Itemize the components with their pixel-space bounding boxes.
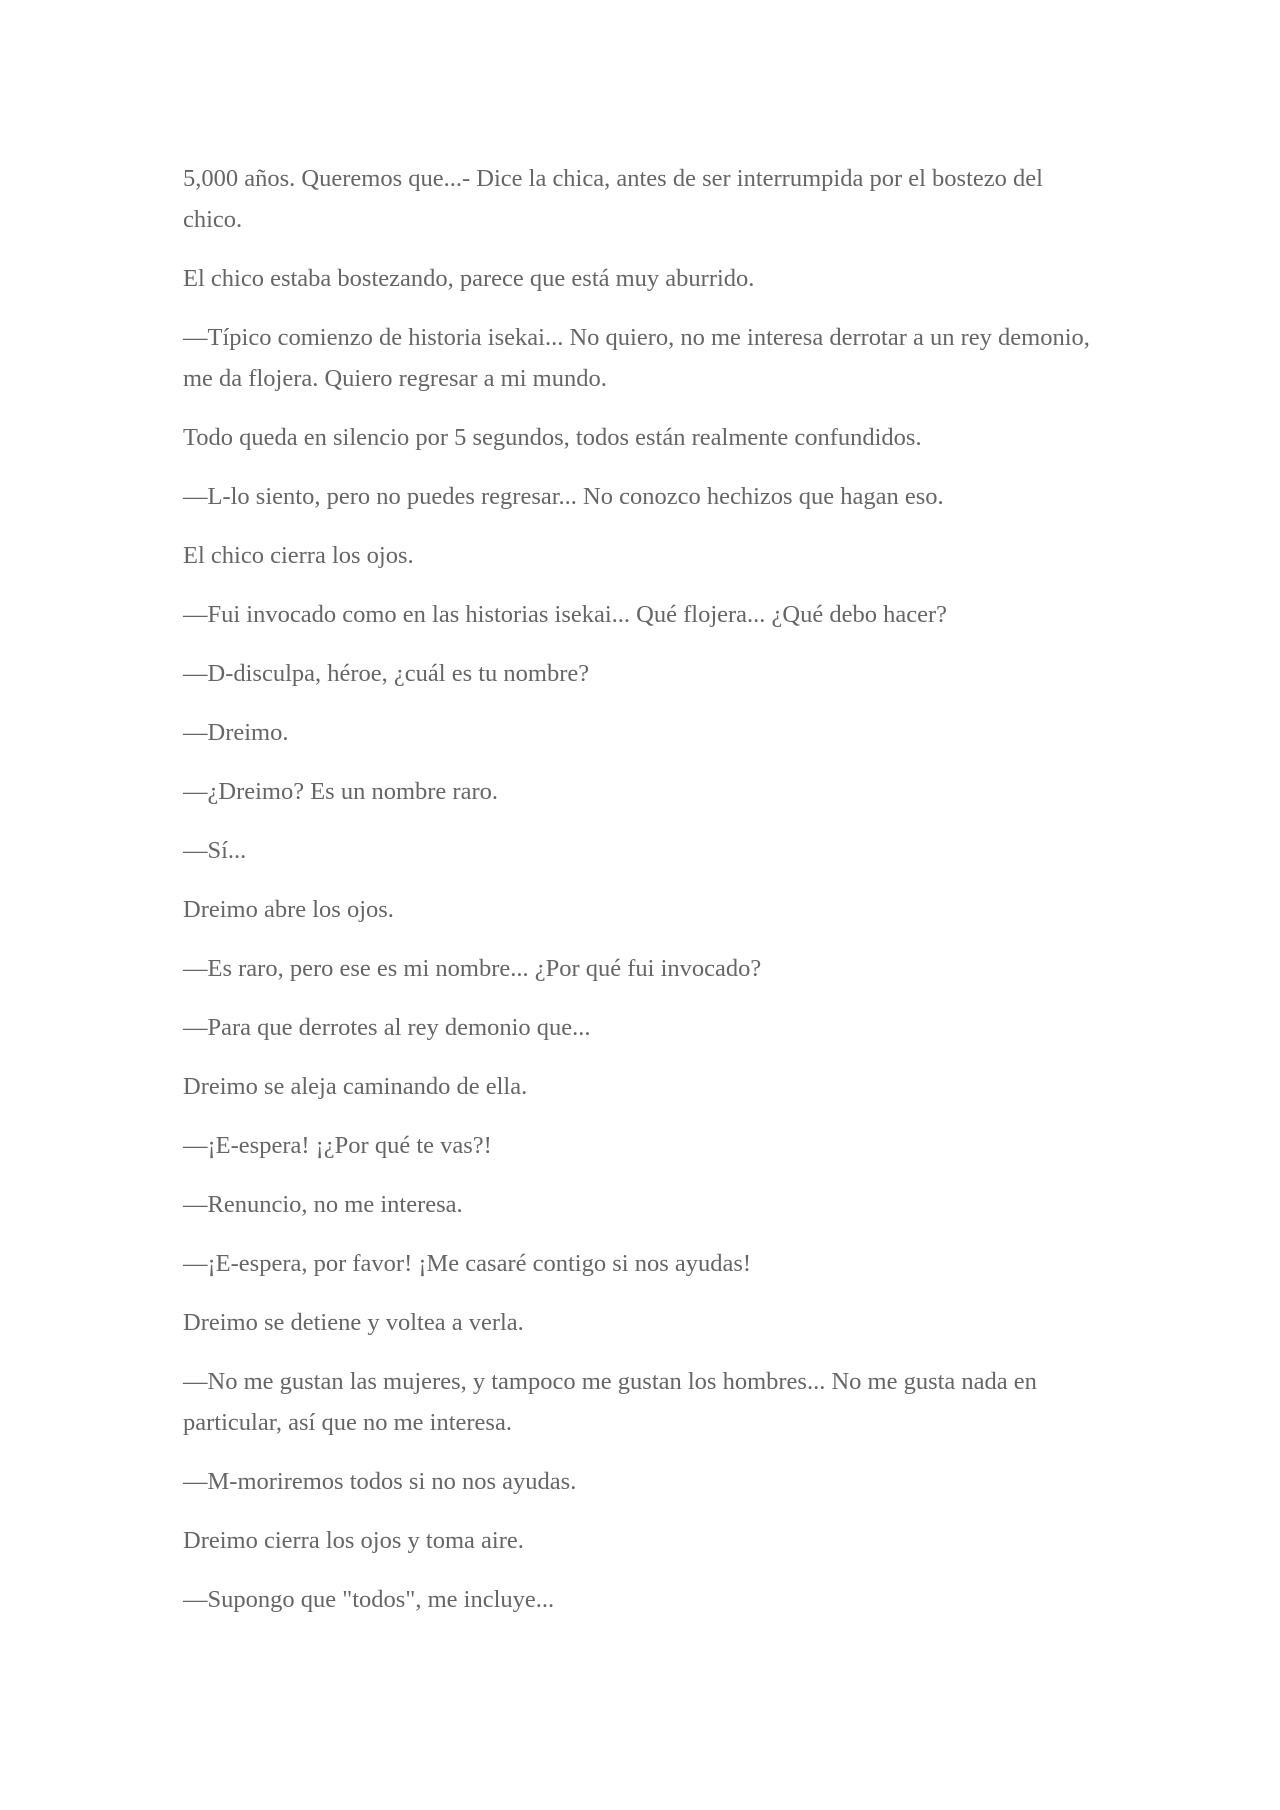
- paragraph: —Para que derrotes al rey demonio que...: [183, 1014, 591, 1041]
- paragraph: Dreimo abre los ojos.: [183, 896, 394, 923]
- paragraph: —Es raro, pero ese es mi nombre... ¿Por qué fui invocado?: [183, 955, 762, 982]
- paragraph: Dreimo cierra los ojos y toma aire.: [183, 1527, 524, 1554]
- paragraph: —¡E-espera, por favor! ¡Me casaré contigo si nos ayudas!: [183, 1250, 752, 1277]
- paragraph: —L-lo siento, pero no puedes regresar... No conozco hechizos que hagan eso.: [183, 483, 944, 510]
- paragraph: —Típico comienzo de historia isekai... No quiero, no me interesa derrotar a un rey demonio, me da flojera. Quiero regresar a mi mundo.: [183, 324, 1090, 392]
- paragraph: —¿Dreimo? Es un nombre raro.: [183, 778, 498, 805]
- body-text: [183, 158, 1103, 1638]
- paragraph: —Supongo que "todos", me incluye...: [183, 1586, 555, 1613]
- paragraph: —Sí...: [183, 837, 247, 864]
- paragraph: —D-disculpa, héroe, ¿cuál es tu nombre?: [183, 660, 590, 687]
- paragraph: Todo queda en silencio por 5 segundos, todos están realmente confundidos.: [183, 424, 922, 451]
- paragraph: —No me gustan las mujeres, y tampoco me gustan los hombres... No me gusta nada en particular, así que no me interesa.: [183, 1368, 1037, 1436]
- paragraph: —Dreimo.: [183, 719, 289, 746]
- paragraph: —Fui invocado como en las historias isekai... Qué flojera... ¿Qué debo hacer?: [183, 601, 948, 628]
- paragraph: —M-moriremos todos si no nos ayudas.: [183, 1468, 577, 1495]
- paragraph: El chico cierra los ojos.: [183, 542, 414, 569]
- paragraph: Dreimo se aleja caminando de ella.: [183, 1073, 528, 1100]
- paragraph: El chico estaba bostezando, parece que está muy aburrido.: [183, 265, 755, 292]
- paragraph: Dreimo se detiene y voltea a verla.: [183, 1309, 524, 1336]
- paragraph: —¡E-espera! ¡¿Por qué te vas?!: [183, 1132, 492, 1159]
- paragraph: 5,000 años. Queremos que...- Dice la chica, antes de ser interrumpida por el bostezo del chico.: [183, 165, 1043, 233]
- paragraph: —Renuncio, no me interesa.: [183, 1191, 463, 1218]
